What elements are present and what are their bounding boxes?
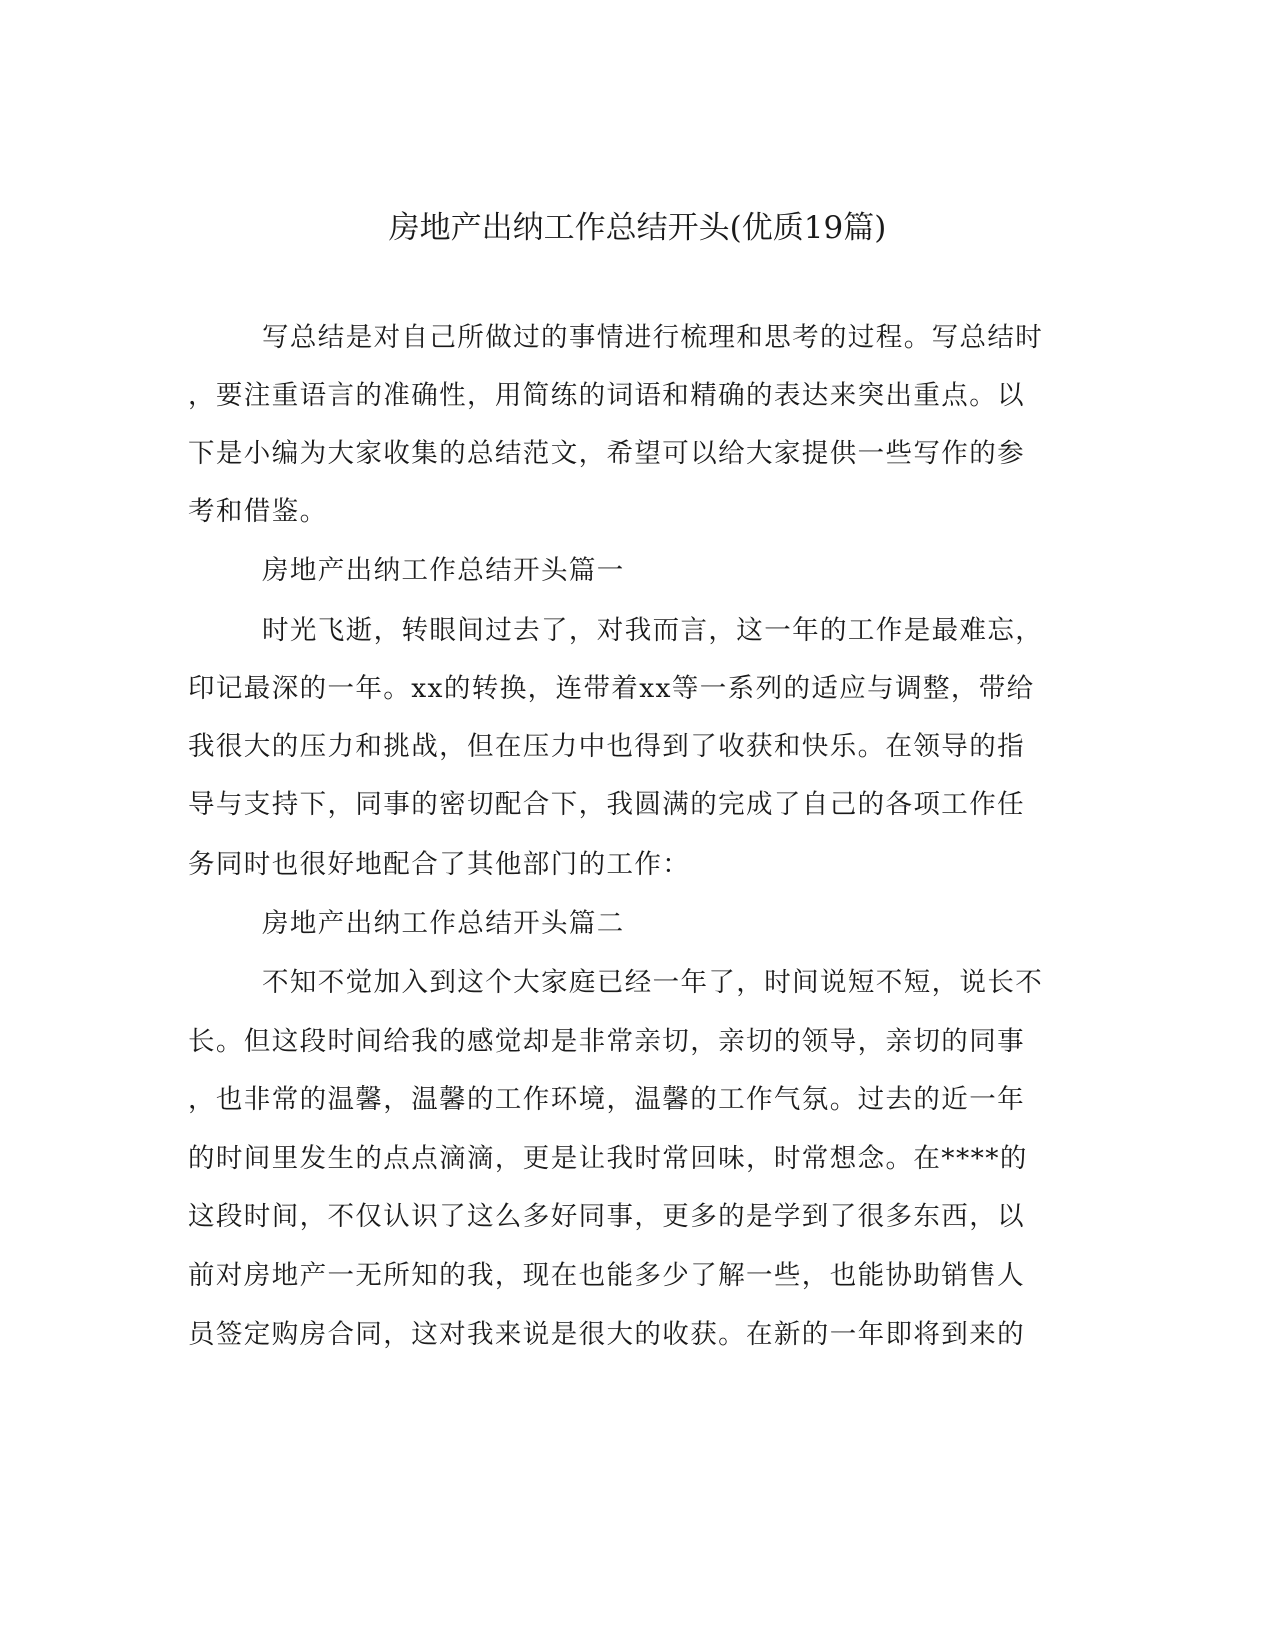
- paragraph-line: 印记最深的一年。xx的转换，连带着xx等一系列的适应与调整，带给: [188, 673, 1035, 704]
- section-heading: 房地产出纳工作总结开头篇一: [262, 555, 625, 586]
- paragraph-line: ，也非常的温馨，温馨的工作环境，温馨的工作气氛。过去的近一年: [188, 1084, 1025, 1115]
- paragraph-line: ，要注重语言的准确性，用简练的词语和精确的表达来突出重点。以: [188, 380, 1025, 411]
- paragraph-line: 这段时间，不仅认识了这么多好同事，更多的是学到了很多东西，以: [188, 1201, 1025, 1232]
- document-title: 房地产出纳工作总结开头(优质19篇): [388, 210, 887, 246]
- paragraph-line: 我很大的压力和挑战，但在压力中也得到了收获和快乐。在领导的指: [188, 731, 1025, 762]
- section-heading: 房地产出纳工作总结开头篇二: [262, 908, 625, 939]
- paragraph-line: 前对房地产一无所知的我，现在也能多少了解一些，也能协助销售人: [188, 1260, 1025, 1291]
- paragraph-line: 下是小编为大家收集的总结范文，希望可以给大家提供一些写作的参: [188, 438, 1025, 469]
- paragraph-line: 的时间里发生的点点滴滴，更是让我时常回味，时常想念。在****的: [188, 1143, 1028, 1174]
- paragraph-line: 务同时也很好地配合了其他部门的工作：: [188, 849, 691, 880]
- paragraph-line: 考和借鉴。: [188, 496, 328, 527]
- paragraph-line: 写总结是对自己所做过的事情进行梳理和思考的过程。写总结时: [262, 322, 1044, 353]
- paragraph-line: 不知不觉加入到这个大家庭已经一年了，时间说短不短，说长不: [262, 967, 1044, 998]
- paragraph-line: 时光飞逝，转眼间过去了，对我而言，这一年的工作是最难忘，: [262, 615, 1044, 646]
- paragraph-line: 导与支持下，同事的密切配合下，我圆满的完成了自己的各项工作任: [188, 789, 1025, 820]
- paragraph-line: 长。但这段时间给我的感觉却是非常亲切，亲切的领导，亲切的同事: [188, 1026, 1025, 1057]
- paragraph-line: 员签定购房合同，这对我来说是很大的收获。在新的一年即将到来的: [188, 1319, 1025, 1350]
